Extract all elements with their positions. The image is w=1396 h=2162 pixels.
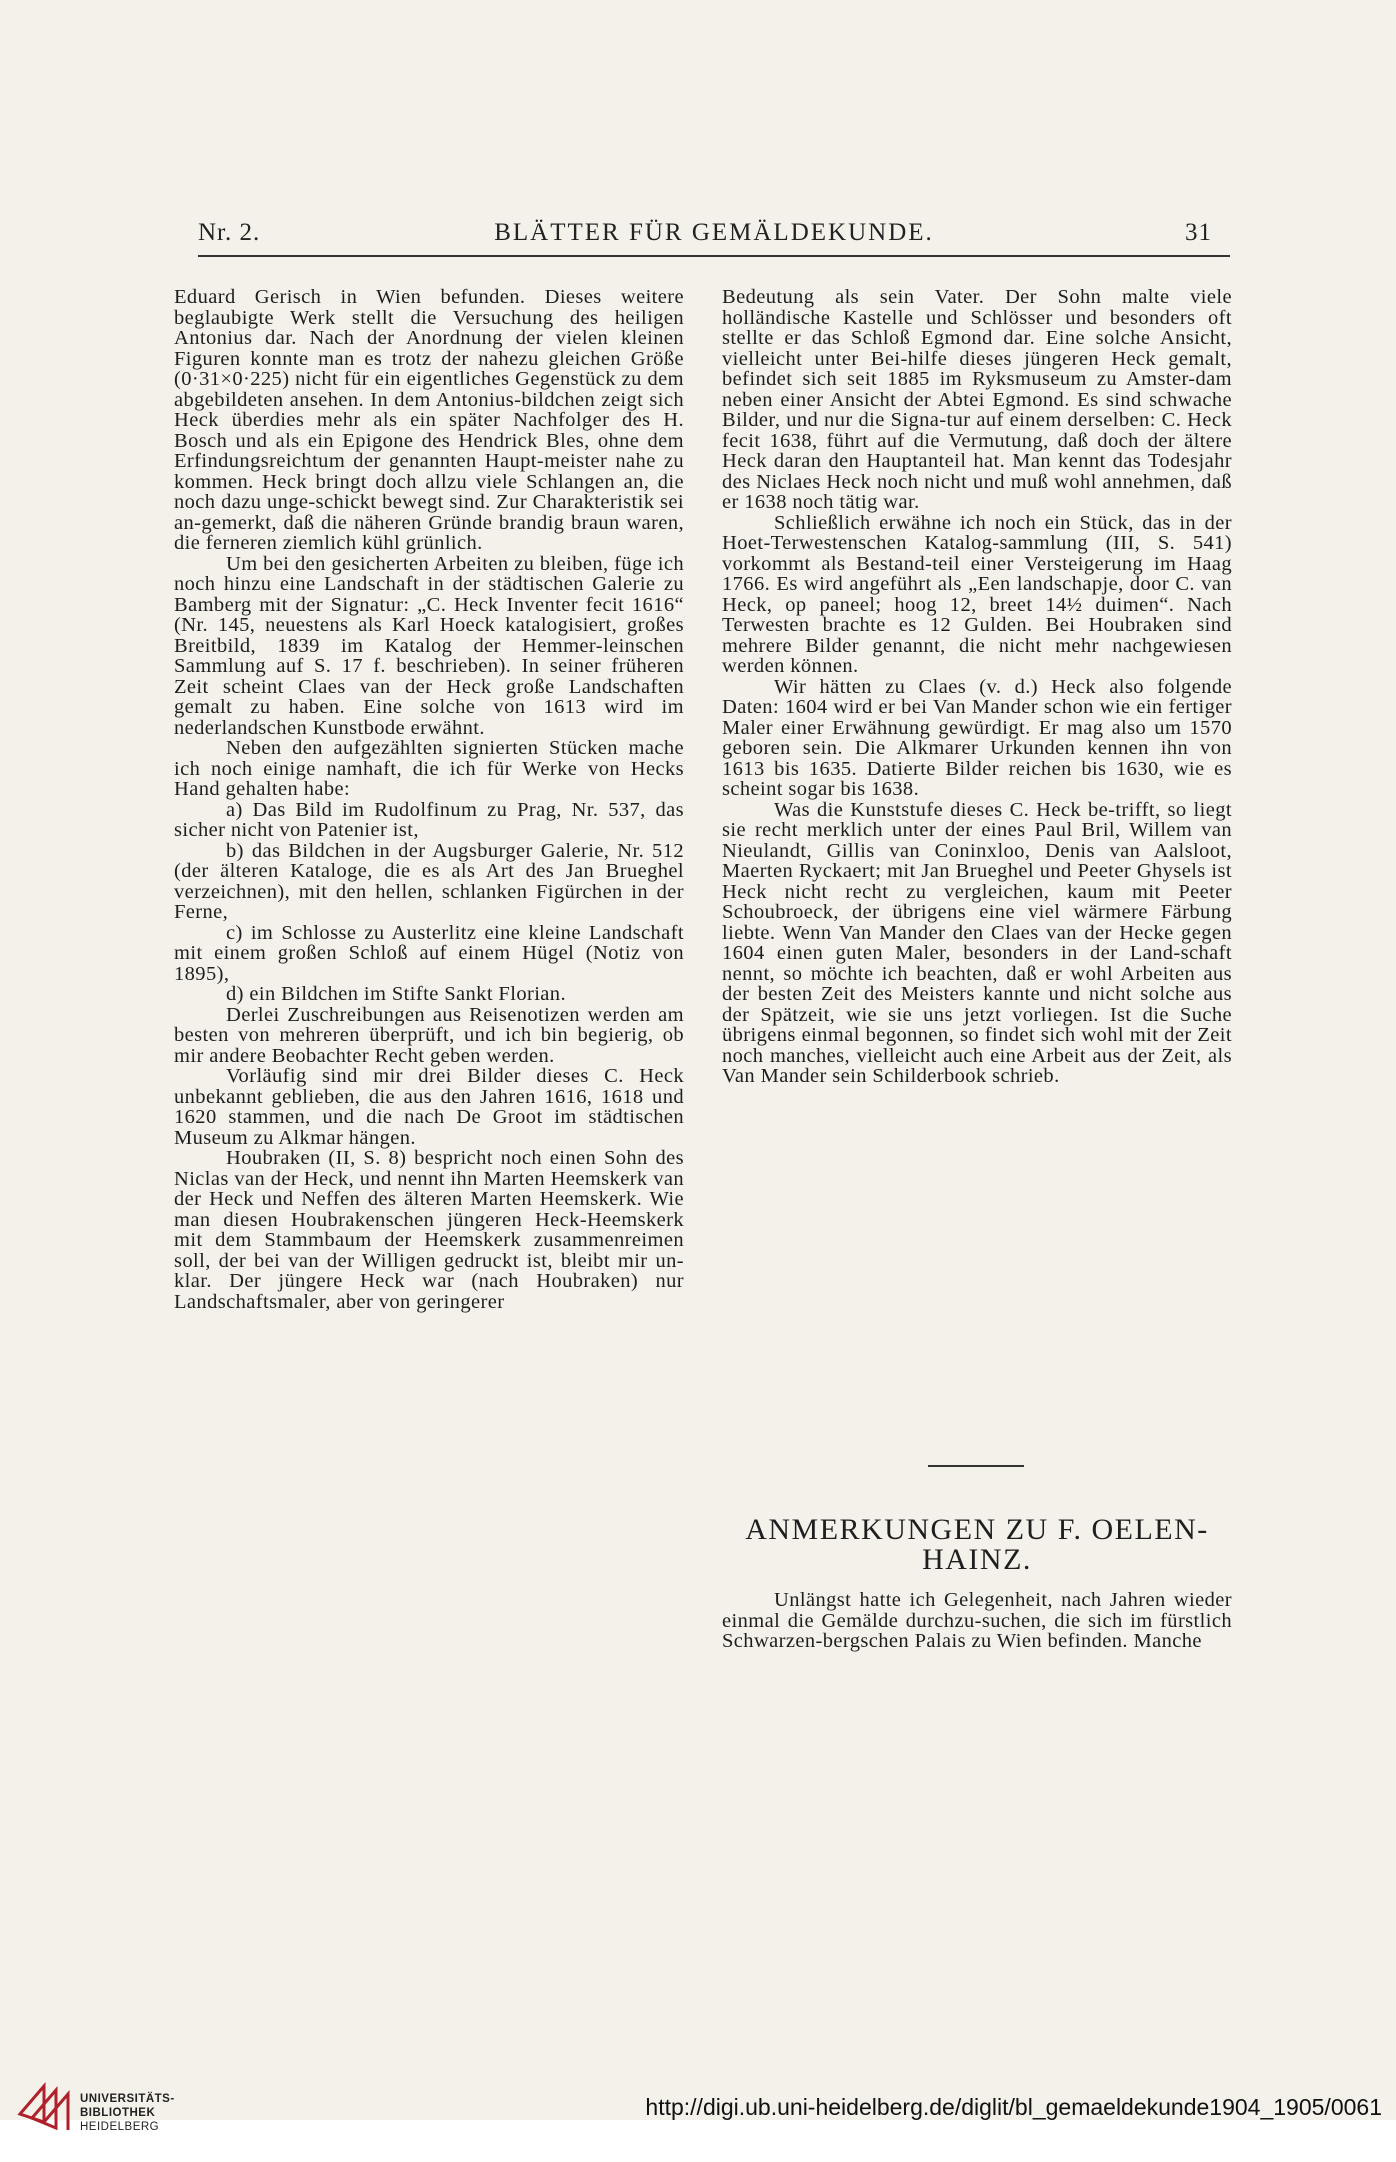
section-separator <box>928 1465 1024 1467</box>
section-body <box>722 1590 1232 1652</box>
right-column <box>722 287 1232 1087</box>
list-item-b: b) das Bildchen in der Augsburger Galerie, Nr. 512 (der älteren Kataloge, die es als Art des Jan Brueghel verzeichnen), mit den hellen, schlanken Figürchen in der Ferne, <box>174 839 684 923</box>
list-item-c: c) im Schlosse zu Austerlitz eine kleine Landschaft mit einem großen Schloß auf einem Hügel (Notiz von 1895), <box>174 921 684 985</box>
paragraph: Neben den aufgezählten signierten Stücken mache ich noch einige namhaft, die ich für Werke von Hecks Hand gehalten habe: <box>174 737 684 800</box>
university-library-logo-icon <box>14 2074 78 2134</box>
page-number: 31 <box>1185 219 1212 246</box>
list-item-a: a) Das Bild im Rudolfinum zu Prag, Nr. 537, das sicher nicht von Patenier ist, <box>174 798 684 841</box>
section-heading: ANMERKUNGEN ZU F. OELEN-HAINZ. <box>745 1513 1209 1576</box>
list-item-d: d) ein Bildchen im Stifte Sankt Florian. <box>226 983 566 1005</box>
paragraph: Unlängst hatte ich Gelegenheit, nach Jahren wieder einmal die Gemälde durchzu-suchen, die sich im fürstlich Schwarzen-bergschen Palais zu Wien befinden. Manche <box>722 1589 1232 1652</box>
logo-line: BIBLIOTHEK <box>80 2107 156 2119</box>
source-url-link[interactable]: http://digi.ub.uni-heidelberg.de/diglit/bl_gemaeldekunde1904_1905/0061 <box>645 2094 1382 2120</box>
library-name <box>80 2092 175 2134</box>
logo-line: HEIDELBERG <box>80 2121 160 2133</box>
header-rule <box>198 255 1230 257</box>
paragraph: Derlei Zuschreibungen aus Reisenotizen werden am besten von mehreren überprüft, und ich bin begierig, ob mir andere Beobachter Recht geben werden. <box>174 1003 684 1067</box>
paragraph: Eduard Gerisch in Wien befunden. Dieses weitere beglaubigte Werk stellt die Versuchung des heiligen Antonius dar. Nach der Anordnung der vielen kleinen Figuren konnte man es trotz der nahezu gleichen Größe (0·31×0·225) nicht für ein eigentliches Gegenstück zu dem abgebildeten ansehen. In dem Antonius-bildchen zeigt sich Heck überdies mehr als ein später Nachfolger des H. Bosch und als ein Epigone des Hendrick Bles, ohne dem Erfindungsreichtum der genannten Haupt-meister nahe zu kommen. Heck bringt doch allzu viele Schlangen an, die noch dazu unge-schickt bewegt sind. Zur Charakteristik sei an-gemerkt, daß die näheren Gründe brandig braun waren, die ferneren ziemlich kühl grünlich. <box>174 286 684 554</box>
paragraph: Wir hätten zu Claes (v. d.) Heck also folgende Daten: 1604 wird er bei Van Mander schon wie ein fertiger Maler einer Erwähnung gewürdigt. Er mag also um 1570 geboren sein. Die Alkmarer Urkunden kennen ihn von 1613 bis 1635. Datierte Bilder reichen bis 1630, wie es scheint sogar bis 1638. <box>722 675 1232 800</box>
issue-number: Nr. 2. <box>198 219 261 246</box>
logo-line: UNIVERSITÄTS- <box>80 2093 175 2105</box>
footer-bar <box>0 2120 1396 2162</box>
paragraph: Schließlich erwähne ich noch ein Stück, das in der Hoet-Terwestenschen Katalog-sammlung (III, S. 541) vorkommt als Bestand-teil einer Versteigerung im Haag 1766. Es wird angeführt als „Een landschapje, door C. van Heck, op paneel; hoog 12, breet 14½ duimen“. Nach Terwesten brachte es 12 Gulden. Bei Houbraken sind mehrere Bilder genannt, die nicht mehr nachgewiesen werden können. <box>722 511 1232 677</box>
paragraph: Bedeutung als sein Vater. Der Sohn malte viele holländische Kastelle und Schlösser und besonders oft stellte er das Schloß Egmond dar. Eine solche Ansicht, vielleicht unter Bei-hilfe dieses jüngeren Heck gemalt, befindet sich seit 1885 im Ryksmuseum zu Amster-dam neben einer Ansicht der Abtei Egmond. Es sind schwache Bilder, und nur die Signa-tur auf einem derselben: C. Heck fecit 1638, führt auf die Vermutung, daß doch der ältere Heck daran den Hauptanteil hat. Man kennt das Todesjahr des Niclaes Heck noch nicht und muß wohl annehmen, daß er 1638 noch tätig war. <box>722 286 1232 513</box>
paragraph: Vorläufig sind mir drei Bilder dieses C. Heck unbekannt geblieben, die aus den Jahren 1616, 1618 und 1620 stammen, und die nach De Groot im städtischen Museum zu Alkmar hängen. <box>174 1065 684 1149</box>
paragraph: Um bei den gesicherten Arbeiten zu bleiben, füge ich noch hinzu eine Landschaft in der städtischen Galerie zu Bamberg mit der Signatur: „C. Heck Inventer fecit 1616“ (Nr. 145, neuestens als Karl Hoeck katalogisiert, großes Breitbild, 1839 im Katalog der Hemmer-leinschen Sammlung auf S. 17 f. beschrieben). In seiner früheren Zeit scheint Claes van der Heck große Landschaften gemalt zu haben. Eine solche von 1613 wird im nederlandschen Kunstbode erwähnt. <box>174 552 684 739</box>
running-header <box>198 219 1230 255</box>
journal-title: BLÄTTER FÜR GEMÄLDEKUNDE. <box>494 219 934 246</box>
paragraph: Houbraken (II, S. 8) bespricht noch einen Sohn des Niclas van der Heck, und nennt ihn Marten Heemskerk van der Heck und Neffen des älteren Marten Heemskerk. Wie man diesen Houbrakenschen jüngeren Heck-Heemskerk mit dem Stammbaum der Heemskerk zusammenreimen soll, der bei van der Willigen gedruckt ist, bleibt mir un-klar. Der jüngere Heck war (nach Houbraken) nur Landschaftsmaler, aber von geringerer <box>174 1147 684 1313</box>
paragraph: Was die Kunststufe dieses C. Heck be-trifft, so liegt sie recht merklich unter der eines Paul Bril, Willem van Nieulandt, Gillis van Coninxloo, Denis van Aalsloot, Maerten Ryckaert; mit Jan Brueghel und Peeter Ghysels ist Heck nicht recht zu vergleichen, kaum mit Peeter Schoubroeck, der übrigens eine viel wärmere Färbung liebte. Wenn Van Mander den Claes van der Hecke gegen 1604 einen guten Maler, besonders in der Land-schaft nennt, so möchte ich beachten, daß er wohl Arbeiten aus der besten Zeit des Meisters kannte und nicht solche aus der Spätzeit, wie sie uns jetzt vorliegen. Ist die Suche übrigens einmal begonnen, so findet sich wohl mit der Zeit noch manches, vielleicht auch eine Arbeit aus der Zeit, als Van Mander sein Schilderbook schrieb. <box>722 798 1232 1087</box>
left-column <box>174 287 684 1312</box>
